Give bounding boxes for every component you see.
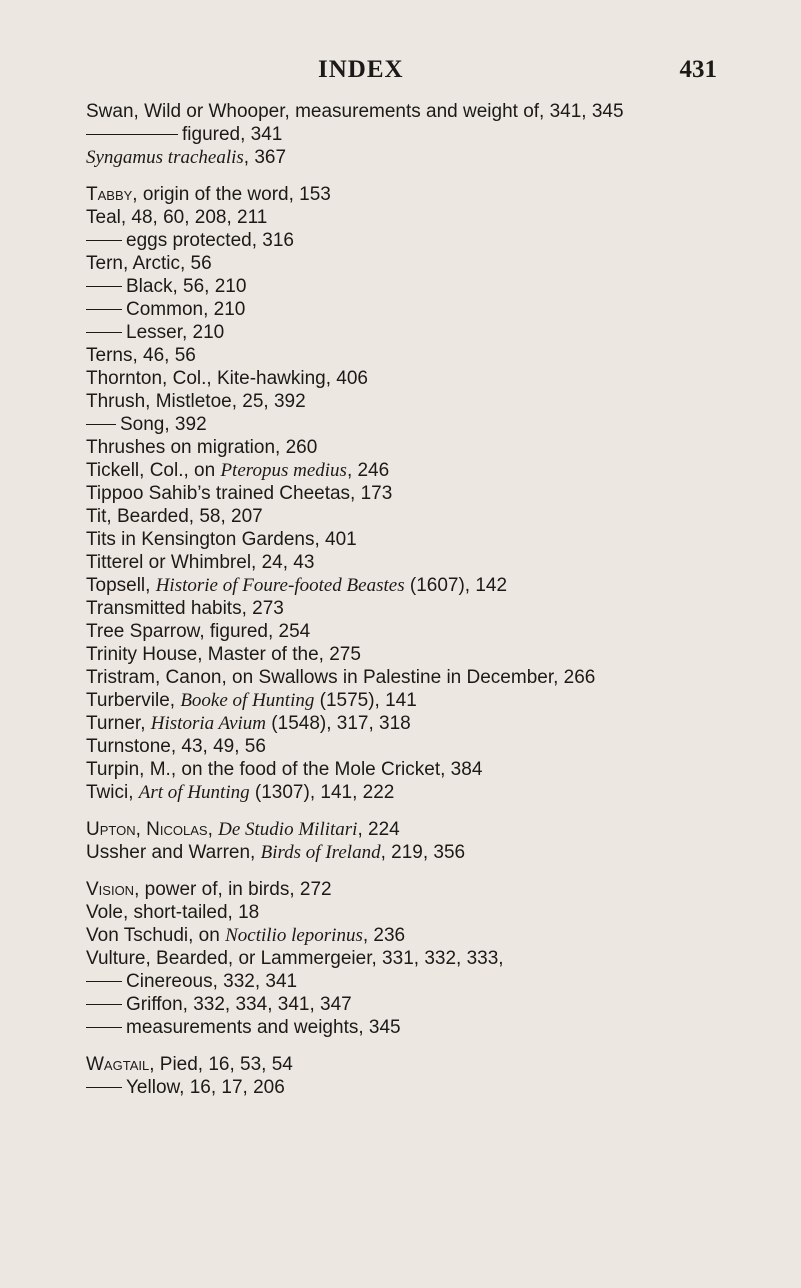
index-entry [86, 252, 776, 275]
ditto-dash [86, 1087, 122, 1088]
index-entry [86, 482, 776, 505]
index-subentry [86, 993, 776, 1016]
index-letter-group [86, 100, 776, 169]
entry-text: (1575), 141 [314, 690, 417, 711]
entry-text: , 246 [346, 460, 390, 481]
entry-text: figured, 341 [182, 124, 283, 145]
index-entry [86, 183, 776, 206]
index-entry [86, 597, 776, 620]
entry-text: Black, 56, 210 [126, 276, 247, 297]
index-entry [86, 1053, 776, 1076]
entry-text: Turnstone, 43, 49, 56 [86, 736, 266, 757]
index-entry [86, 206, 776, 229]
ditto-dash [86, 309, 122, 310]
entry-title-italic: Noctilio leporinus [225, 925, 363, 946]
entry-title-italic: Historia Avium [150, 713, 267, 734]
entry-text: Tit, Bearded, 58, 207 [86, 506, 263, 527]
index-entry [86, 924, 776, 947]
entry-text: Von Tschudi, on [86, 925, 226, 946]
entry-text: , power of, in birds, 272 [134, 879, 332, 900]
index-entry [86, 436, 776, 459]
index-subentry [86, 123, 776, 146]
ditto-dash [86, 286, 122, 287]
entry-text: Tickell, Col., on [86, 460, 221, 481]
page-title: INDEX [318, 56, 404, 83]
entry-text: (1607), 142 [404, 575, 508, 596]
entry-text: Vision [86, 879, 135, 900]
page-number: 431 [679, 56, 717, 83]
entry-title-italic: Syngamus trachealis [86, 147, 244, 168]
index-entry [86, 841, 776, 864]
entry-text: Wagtail [86, 1054, 150, 1075]
index-entry [86, 735, 776, 758]
entry-title-italic: Pteropus medius [220, 460, 347, 481]
entry-text: , origin of the word, 153 [132, 184, 331, 205]
entry-text: , 236 [362, 925, 406, 946]
entry-text: Turbervile, [86, 690, 181, 711]
entry-text: Teal, 48, 60, 208, 211 [86, 207, 268, 228]
index-entry [86, 818, 776, 841]
entry-text: Griffon, 332, 334, 341, 347 [126, 994, 352, 1015]
index-subentry [86, 413, 776, 436]
index-entry [86, 947, 776, 970]
entry-text: (1548), 317, 318 [266, 713, 411, 734]
entry-text: Tabby [86, 184, 133, 205]
entry-title-italic: Birds of Ireland [260, 842, 381, 863]
entry-text: (1307), 141, 222 [249, 782, 395, 803]
entry-text: Transmitted habits, 273 [86, 598, 284, 619]
index-entry [86, 100, 776, 123]
index-subentry [86, 1076, 776, 1099]
index-body [86, 100, 776, 1113]
index-subentry [86, 1016, 776, 1039]
entry-text: measurements and weights, 345 [126, 1017, 401, 1038]
entry-text: Yellow, 16, 17, 206 [126, 1077, 285, 1098]
entry-text: Tippoo Sahib’s trained Cheetas, 173 [86, 483, 393, 504]
entry-text: Swan, Wild or Whooper, measurements and weight of, 341, 345 [86, 101, 624, 122]
index-entry [86, 344, 776, 367]
index-subentry [86, 229, 776, 252]
index-entry [86, 620, 776, 643]
index-letter-group [86, 183, 776, 804]
ditto-dash [86, 424, 116, 425]
index-entry [86, 505, 776, 528]
index-entry [86, 666, 776, 689]
entry-title-italic: Art of Hunting [138, 782, 250, 803]
entry-text: Thrush, Mistletoe, 25, 392 [86, 391, 306, 412]
index-entry [86, 878, 776, 901]
ditto-dash [86, 332, 122, 333]
index-entry [86, 528, 776, 551]
entry-text: Common, 210 [126, 299, 246, 320]
index-entry [86, 390, 776, 413]
index-entry [86, 146, 776, 169]
index-letter-group [86, 818, 776, 864]
ditto-dash [86, 134, 178, 135]
ditto-dash [86, 981, 122, 982]
entry-title-italic: Historie of Foure-footed Beastes [155, 575, 405, 596]
ditto-dash [86, 240, 122, 241]
entry-text: Turner, [86, 713, 151, 734]
entry-text: Turpin, M., on the food of the Mole Cricket, 384 [86, 759, 483, 780]
index-subentry [86, 970, 776, 993]
entry-text: Vole, short-tailed, 18 [86, 902, 260, 923]
entry-text: Trinity House, Master of the, 275 [86, 644, 361, 665]
entry-text: , 219, 356 [380, 842, 466, 863]
index-subentry [86, 275, 776, 298]
entry-text: , 367 [243, 147, 287, 168]
entry-title-italic: De Studio Militari [218, 819, 358, 840]
entry-text: Terns, 46, 56 [86, 345, 196, 366]
entry-text: Cinereous, 332, 341 [126, 971, 298, 992]
entry-text: Twici, [86, 782, 139, 803]
entry-text: Tits in Kensington Gardens, 401 [86, 529, 357, 550]
entry-text: Titterel or Whimbrel, 24, 43 [86, 552, 315, 573]
index-entry [86, 781, 776, 804]
running-header [0, 56, 801, 92]
index-entry [86, 901, 776, 924]
entry-text: Song, 392 [120, 414, 207, 435]
entry-text: , 224 [357, 819, 400, 840]
entry-text: , [207, 819, 219, 840]
index-letter-group [86, 878, 776, 1039]
index-entry [86, 574, 776, 597]
entry-text: Upton, Nicolas [86, 819, 208, 840]
index-subentry [86, 298, 776, 321]
entry-title-italic: Booke of Hunting [180, 690, 315, 711]
ditto-dash [86, 1027, 122, 1028]
entry-text: Vulture, Bearded, or Lammergeier, 331, 332, 333, [86, 948, 504, 969]
entry-text: Thornton, Col., Kite-hawking, 406 [86, 368, 368, 389]
index-entry [86, 459, 776, 482]
index-letter-group [86, 1053, 776, 1099]
index-entry [86, 758, 776, 781]
index-entry [86, 712, 776, 735]
entry-text: Tern, Arctic, 56 [86, 253, 212, 274]
ditto-dash [86, 1004, 122, 1005]
index-entry [86, 367, 776, 390]
index-subentry [86, 321, 776, 344]
entry-text: Tristram, Canon, on Swallows in Palestine in December, 266 [86, 667, 596, 688]
index-entry [86, 551, 776, 574]
entry-text: , Pied, 16, 53, 54 [149, 1054, 293, 1075]
entry-text: Thrushes on migration, 260 [86, 437, 318, 458]
entry-text: Tree Sparrow, figured, 254 [86, 621, 311, 642]
entry-text: Ussher and Warren, [86, 842, 261, 863]
index-entry [86, 689, 776, 712]
entry-text: Topsell, [86, 575, 156, 596]
entry-text: eggs protected, 316 [126, 230, 294, 251]
entry-text: Lesser, 210 [126, 322, 225, 343]
index-entry [86, 643, 776, 666]
